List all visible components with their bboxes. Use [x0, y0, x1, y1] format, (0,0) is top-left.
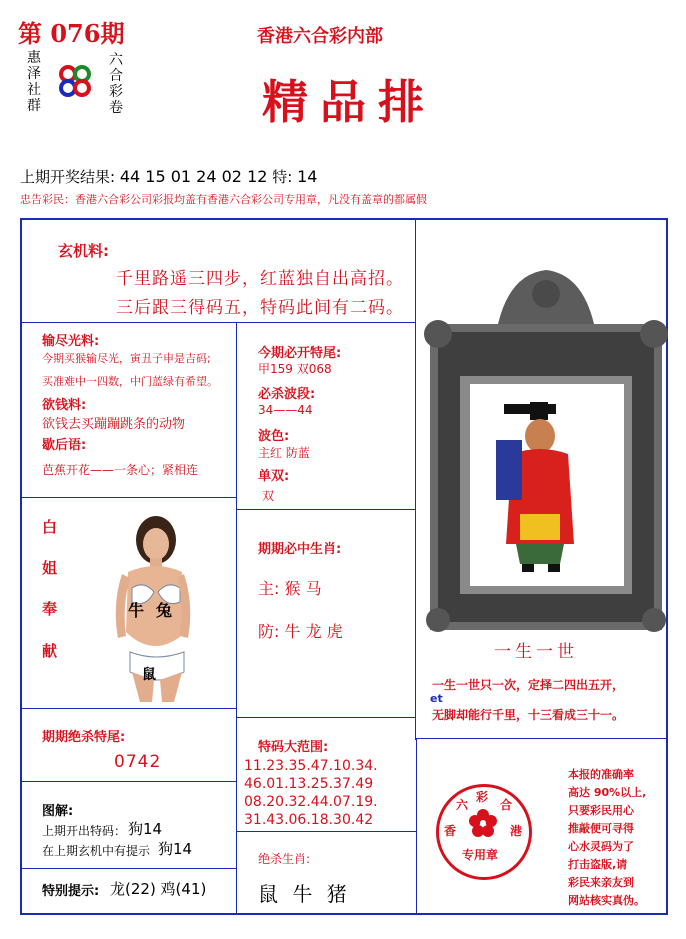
stamp-char-1: 六 [456, 798, 469, 812]
xuanji-line-1: 千里路遥三四步，红蓝独自出高招。 [116, 269, 404, 289]
ornate-frame-picture [424, 264, 668, 634]
range-row-1: 11.23.35.47.10.34. [244, 758, 378, 774]
oddeven-label: 单双: [258, 469, 290, 484]
tujie-line-1-value: 狗14 [128, 820, 163, 838]
girl-side-1: 白 [42, 518, 58, 536]
zodiac-backup: 防: 牛 龙 虎 [258, 622, 343, 641]
accuracy-text [568, 766, 664, 910]
kill-value: 0742 [114, 752, 162, 772]
girl-zodiac-3: 鼠 [142, 667, 156, 683]
stamp-char-2: 彩 [476, 790, 489, 804]
tujie-line-2-label: 在上期玄机中有提示 [42, 844, 151, 858]
divider [236, 322, 237, 915]
stamp-bottom: 专用章 [462, 848, 499, 862]
girl-side-3: 奉 [42, 600, 58, 618]
issue-number: 第 076期 [18, 19, 125, 48]
color-text: 主红 防蓝 [258, 446, 310, 460]
stamp-char-4: 香 [444, 824, 457, 838]
tip-value: 龙(22) 鸡(41) [110, 880, 207, 898]
divider [22, 708, 236, 709]
divider [236, 509, 416, 510]
zodiac-label: 期期必中生肖: [258, 542, 342, 557]
divider [236, 717, 416, 718]
range-row-4: 31.43.06.18.30.42 [244, 812, 374, 828]
club-name [26, 50, 42, 114]
girl-side-2: 姐 [42, 559, 58, 577]
xuanji-line-2: 三后跟三得码五，特码此间有二码。 [116, 298, 404, 318]
divider [416, 738, 417, 915]
yuqian-label: 欲钱料: [42, 398, 87, 413]
lottery-logo-icon [56, 62, 94, 100]
shuyin-label: 输尽光料: [42, 334, 100, 349]
last-result-label: 上期开奖结果: [20, 168, 116, 186]
range-label: 特码大范围: [258, 740, 329, 755]
girl-zodiac-1: 牛 [128, 601, 145, 620]
divider [415, 220, 416, 740]
accuracy-line: 本报的准确率 [568, 768, 634, 781]
wave-text: 34——44 [258, 403, 313, 417]
title-small: 香港六合彩内部 [257, 26, 383, 47]
divider [22, 322, 416, 323]
tujie-label: 图解: [42, 804, 74, 819]
flower-icon [468, 808, 498, 838]
wave-label: 必杀波段: [258, 387, 316, 402]
last-result-numbers: 44 15 01 24 02 12 [119, 167, 268, 186]
girl-side-4: 献 [42, 642, 58, 660]
tip-label: 特别提示: [42, 884, 100, 899]
stamp-char-5: 港 [510, 824, 523, 838]
poster-mark: et [430, 692, 443, 705]
poster-line-1: 一生一世只一次，定择二四出五开， [432, 678, 625, 692]
club-name-text: 惠泽社群 [27, 50, 41, 114]
xuanji-label: 玄机料: [58, 242, 109, 260]
last-result [20, 166, 317, 187]
notice: 忠告彩民：香港六合彩公司彩报均盖有香港六合彩公司专用章，凡没有盖章的都属假 [20, 193, 427, 206]
divider [22, 868, 236, 869]
zodiac-main: 主: 猴 马 [258, 579, 322, 598]
special-number: 14 [297, 167, 318, 186]
accuracy-line: 推敲便可寻得 [568, 822, 634, 835]
jueshou-label: 绝杀生肖: [258, 852, 311, 866]
poster-line-2: 无脚却能行千里，十三看成三十一。 [432, 708, 625, 722]
range-row-2: 46.01.13.25.37.49 [244, 776, 374, 792]
tujie-line-1-label: 上期开出特码： [42, 824, 127, 838]
accuracy-line: 网站核实真伪。 [568, 894, 645, 907]
tujie-line-2-value: 狗14 [158, 840, 193, 858]
xiehouyu-label: 歇后语: [42, 438, 87, 453]
xiehouyu-text: 芭蕉开花——一条心；紧相连 [42, 463, 199, 477]
special-label: 特: [272, 168, 293, 186]
divider [22, 497, 236, 498]
jueshou-value: 鼠 牛 猪 [258, 882, 351, 906]
girl-zodiac-2: 兔 [156, 601, 173, 620]
tail-label: 今期必开特尾: [258, 346, 342, 361]
divider [416, 738, 666, 739]
shuyin-line-2: 买准难中一四数，中门蓝绿有希望。 [42, 375, 218, 388]
color-label: 波色: [258, 429, 290, 444]
poster-title: 一生一世 [494, 642, 578, 662]
accuracy-line: 心水灵码为了 [568, 840, 634, 853]
kill-label: 期期绝杀特尾: [42, 730, 126, 745]
stamp-char-3: 合 [500, 798, 513, 812]
title-big: 精品排 [262, 75, 436, 129]
accuracy-line: 只要彩民用心 [568, 804, 634, 817]
yuqian-text: 欲钱去买蹦蹦跳条的动物 [42, 417, 186, 432]
oddeven-text: 双 [262, 489, 275, 503]
brand-name-text: 六合彩卷 [109, 52, 123, 116]
divider [236, 831, 416, 832]
accuracy-line: 打击盗版,请 [568, 858, 628, 871]
accuracy-line: 彩民来亲友到 [568, 876, 634, 889]
shuyin-line-1: 今期买猴输尽光，寅丑子申是吉码; [42, 352, 211, 365]
brand-name [108, 52, 124, 116]
accuracy-line: 高达 90%以上, [568, 786, 647, 799]
tail-text: 甲159 双068 [258, 362, 332, 376]
range-row-3: 08.20.32.44.07.19. [244, 794, 378, 810]
divider [22, 781, 236, 782]
